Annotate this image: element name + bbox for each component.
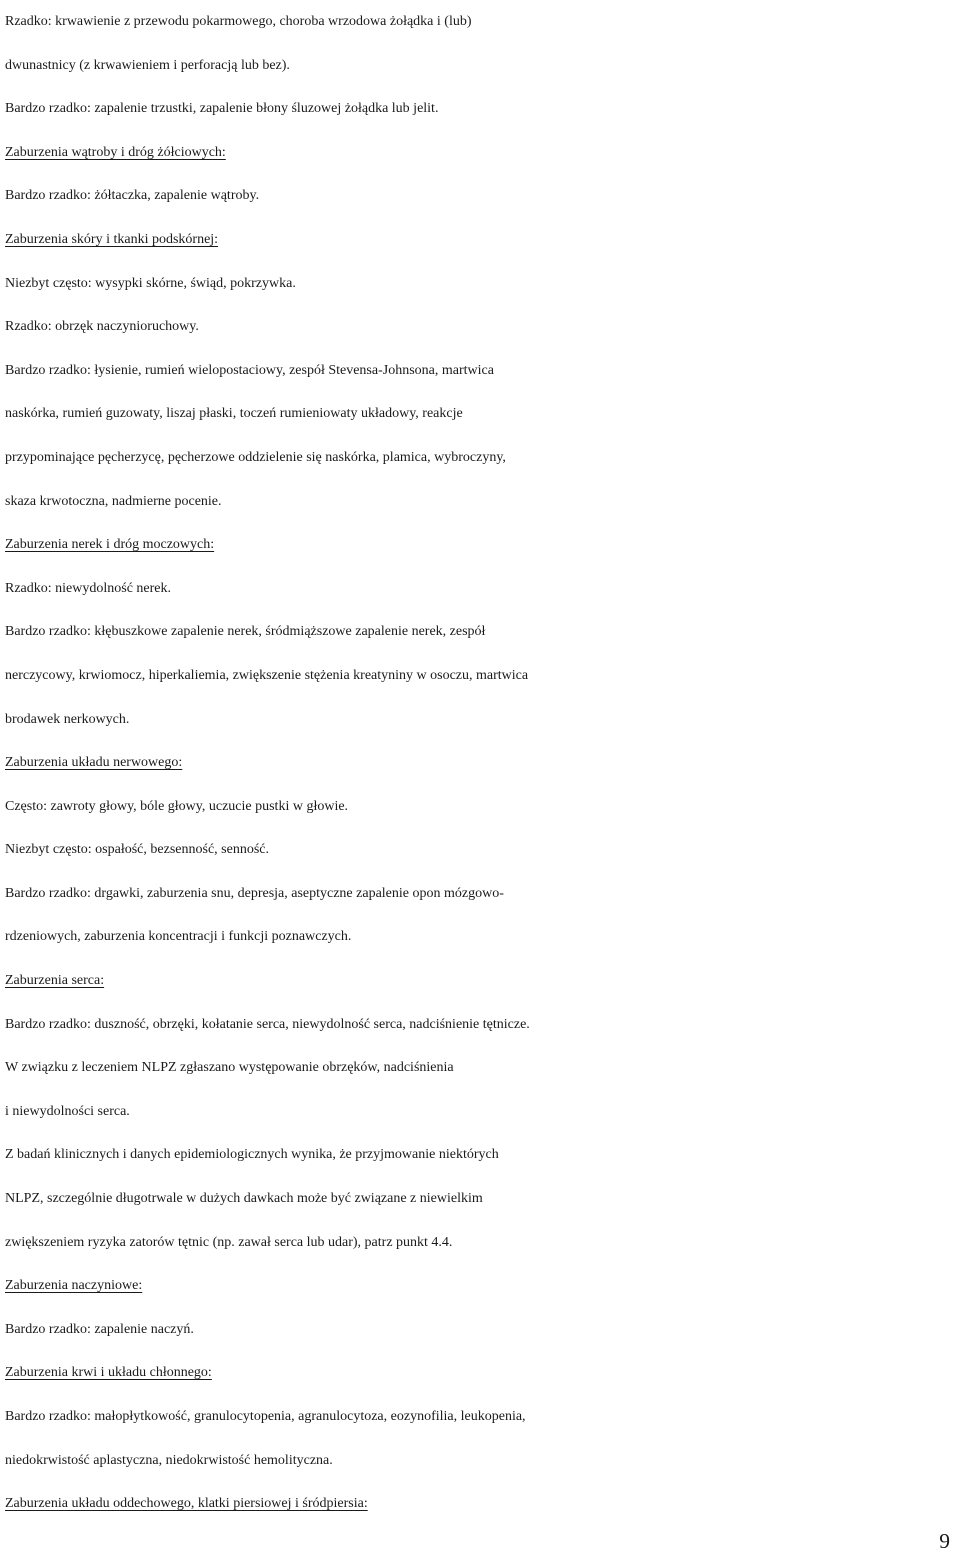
- section-heading: Zaburzenia skóry i tkanki podskórnej:: [5, 231, 219, 247]
- document-body: [5, 0, 957, 1526]
- text-line: dwunastnicy (z krwawieniem i perforacją lub bez).: [5, 57, 290, 73]
- text-line: Rzadko: krwawienie z przewodu pokarmowego, choroba wrzodowa żołądka i (lub): [5, 14, 472, 29]
- text-line: Często: zawroty głowy, bóle głowy, uczucie pustki w głowie.: [5, 798, 349, 814]
- text-line: Rzadko: niewydolność nerek.: [5, 580, 172, 596]
- text-line: Bardzo rzadko: kłębuszkowe zapalenie nerek, śródmiąższowe zapalenie nerek, zespół: [5, 624, 486, 640]
- text-line: niedokrwistość aplastyczna, niedokrwistość hemolityczna.: [5, 1452, 333, 1468]
- text-line: nerczycowy, krwiomocz, hiperkaliemia, zwiększenie stężenia kreatyniny w osoczu, martwica: [5, 667, 529, 683]
- text-line: Bardzo rzadko: małopłytkowość, granulocytopenia, agranulocytoza, eozynofilia, leukopenia,: [5, 1409, 526, 1424]
- section-heading: Zaburzenia wątroby i dróg żółciowych:: [5, 144, 226, 160]
- text-line: i niewydolności serca.: [5, 1103, 130, 1119]
- text-line: Rzadko: obrzęk naczynioruchowy.: [5, 319, 199, 335]
- text-line: Bardzo rzadko: łysienie, rumień wielopostaciowy, zespół Stevensa-Johnsona, martwica: [5, 362, 494, 378]
- text-line: brodawek nerkowych.: [5, 711, 130, 727]
- text-line: W związku z leczeniem NLPZ zgłaszano występowanie obrzęków, nadciśnienia: [5, 1060, 454, 1076]
- section-heading: Zaburzenia układu oddechowego, klatki piersiowej i śródpiersia:: [5, 1496, 368, 1512]
- text-line: Niezbyt często: wysypki skórne, świąd, pokrzywka.: [5, 275, 296, 291]
- text-line: Bardzo rzadko: drgawki, zaburzenia snu, depresja, aseptyczne zapalenie opon mózgowo-: [5, 885, 504, 901]
- text-line: zwiększeniem ryzyka zatorów tętnic (np. zawał serca lub udar), patrz punkt 4.4.: [5, 1234, 453, 1250]
- text-line: Bardzo rzadko: zapalenie trzustki, zapalenie błony śluzowej żołądka lub jelit.: [5, 101, 439, 117]
- text-line: Z badań klinicznych i danych epidemiologicznych wynika, że przyjmowanie niektórych: [5, 1147, 499, 1163]
- section-heading: Zaburzenia naczyniowe:: [5, 1278, 143, 1294]
- text-line: Bardzo rzadko: żółtaczka, zapalenie wątroby.: [5, 188, 260, 204]
- section-heading: Zaburzenia nerek i dróg moczowych:: [5, 537, 215, 553]
- text-line: naskórka, rumień guzowaty, liszaj płaski, toczeń rumieniowaty układowy, reakcje: [5, 406, 463, 422]
- section-heading: Zaburzenia krwi i układu chłonnego:: [5, 1365, 212, 1381]
- text-line: rdzeniowych, zaburzenia koncentracji i funkcji poznawczych.: [5, 929, 352, 945]
- text-line: Niezbyt często: ospałość, bezsenność, senność.: [5, 842, 269, 858]
- text-line: Bardzo rzadko: zapalenie naczyń.: [5, 1321, 194, 1337]
- section-heading: Zaburzenia układu nerwowego:: [5, 755, 183, 771]
- text-line: NLPZ, szczególnie długotrwale w dużych dawkach może być związane z niewielkim: [5, 1191, 483, 1207]
- text-line: skaza krwotoczna, nadmierne pocenie.: [5, 493, 222, 509]
- page-number: 9: [939, 1529, 950, 1553]
- section-heading: Zaburzenia serca:: [5, 973, 105, 989]
- text-line: Bardzo rzadko: duszność, obrzęki, kołatanie serca, niewydolność serca, nadciśnienie tętnicze.: [5, 1016, 530, 1032]
- text-line: przypominające pęcherzycę, pęcherzowe oddzielenie się naskórka, plamica, wybroczyny,: [5, 449, 506, 465]
